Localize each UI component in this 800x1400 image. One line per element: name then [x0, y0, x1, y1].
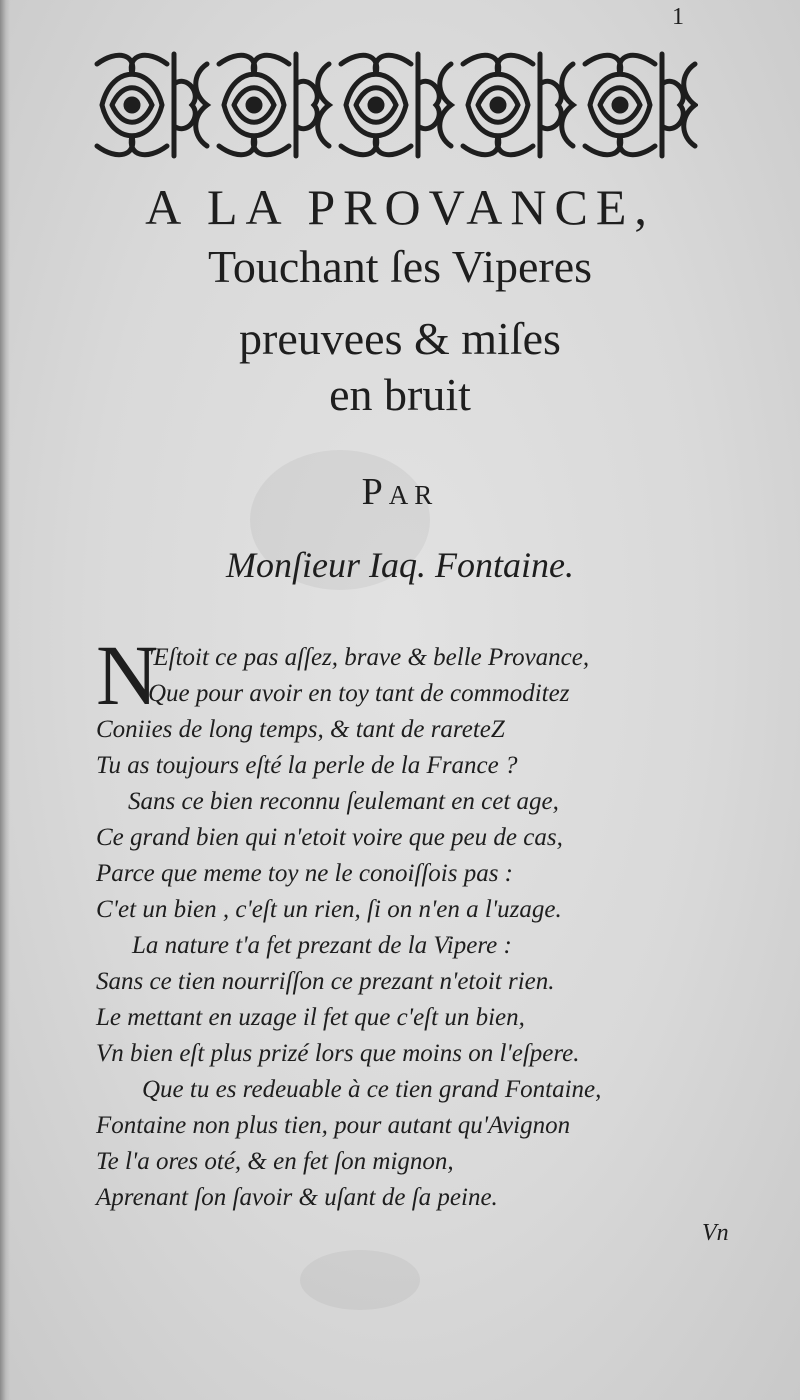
verse-line: Tu as toujours eſté la perle de la France ?: [96, 752, 518, 779]
stain: [300, 1250, 420, 1310]
author-name: Monſieur Iaq. Fontaine.: [226, 545, 574, 585]
verse-line: Que tu es redeuable à ce tien grand Fontaine,: [142, 1076, 602, 1103]
verse-line: Te l'a ores oté, & en fet ſon mignon,: [96, 1148, 454, 1175]
verse-line: Sans ce bien reconnu ſeulemant en cet age,: [128, 788, 559, 815]
title-line-2: Touchant ſes Viperes: [207, 241, 593, 292]
verse-line: Fontaine non plus tien, pour autant qu'Avignon: [96, 1112, 571, 1139]
catchword: Vn: [702, 1220, 729, 1246]
verse-line: Coniies de long temps, & tant de rareteZ: [96, 716, 505, 743]
by-label: Par: [361, 471, 439, 513]
verse-line: Aprenant ſon ſavoir & uſant de ſa peine.: [96, 1184, 498, 1211]
page-number: 1: [672, 4, 684, 30]
drop-cap: N: [96, 627, 159, 723]
verse-line: Que pour avoir en toy tant de commoditez: [148, 680, 570, 707]
title-line-4: en bruit: [329, 369, 471, 420]
verse-line: Vn bien eſt plus prizé lors que moins on l'eſpere.: [96, 1040, 580, 1067]
verse-line: Sans ce tien nourriſſon ce prezant n'etoit rien.: [96, 968, 555, 995]
title-line-3: preuvees & miſes: [239, 313, 561, 364]
title-line-1: A LA PROVANCE,: [145, 179, 655, 235]
verse-line: Ce grand bien qui n'etoit voire que peu de cas,: [96, 824, 563, 851]
verse-line: C'et un bien , c'eſt un rien, ſi on n'en a l'uzage.: [96, 896, 562, 923]
verse-line: La nature t'a fet prezant de la Vipere :: [132, 932, 512, 959]
floral-headpiece-icon: [92, 44, 698, 166]
verse-line: Parce que meme toy ne le conoiſſois pas :: [96, 860, 514, 887]
verse-line: 'Eſtoit ce pas aſſez, brave & belle Provance,: [148, 644, 590, 671]
verse-line: Le mettant en uzage il fet que c'eſt un bien,: [96, 1004, 525, 1031]
